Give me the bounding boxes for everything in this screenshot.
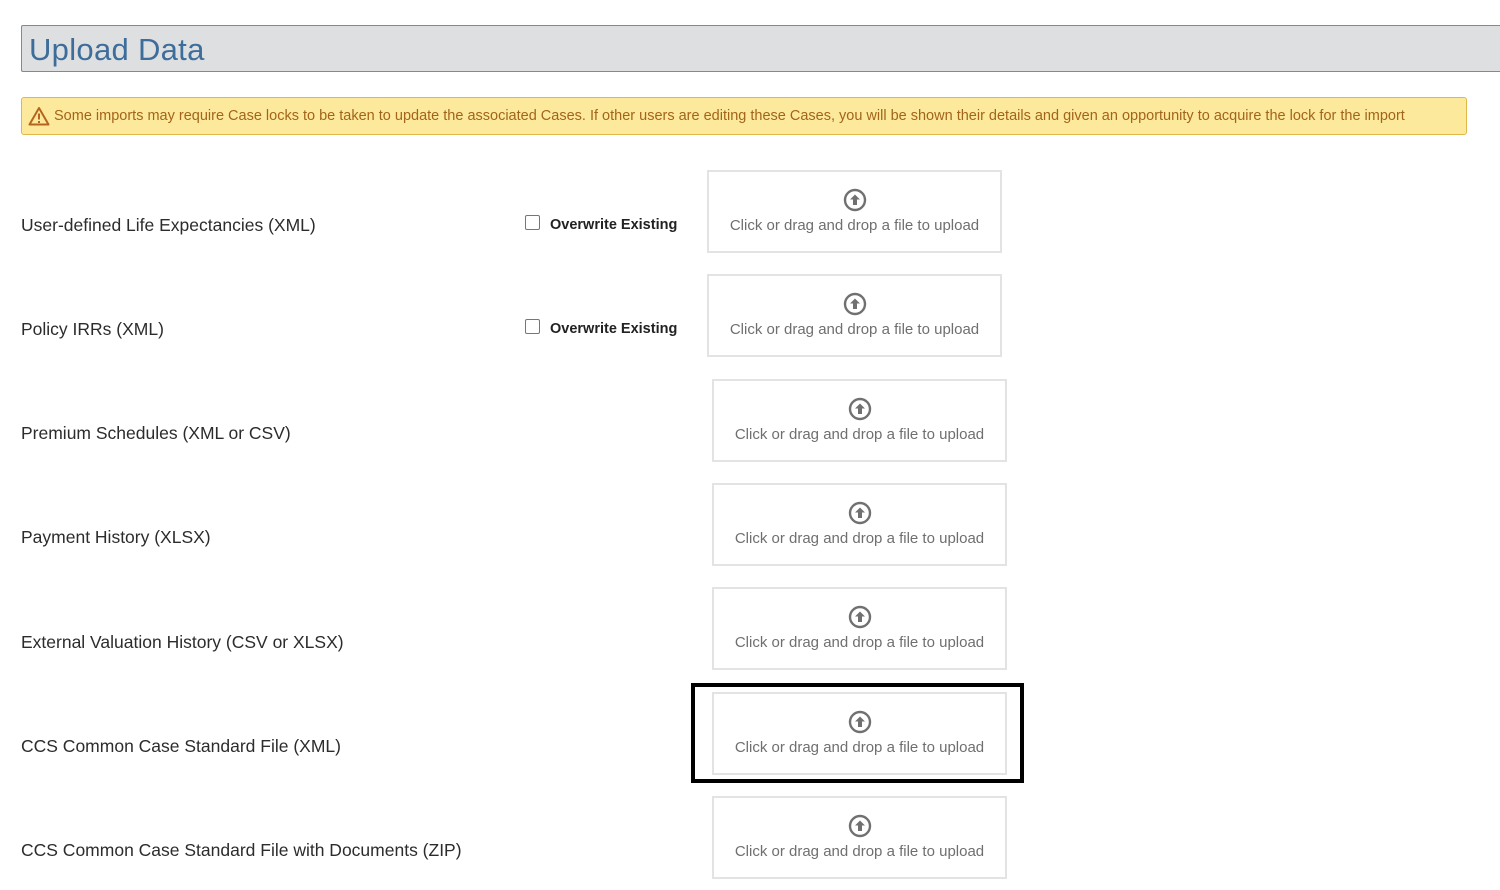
- dropzone-life-expectancies[interactable]: [707, 170, 1002, 253]
- dropzone-text: Click or drag and drop a file to upload: [734, 843, 985, 860]
- dropzone-policy-irrs[interactable]: [707, 274, 1002, 357]
- dropzone-premium-schedules[interactable]: [712, 379, 1007, 462]
- warning-icon: [28, 106, 50, 126]
- overwrite-checkbox[interactable]: [525, 319, 540, 334]
- dropzone-ccs-zip[interactable]: [712, 796, 1007, 879]
- dropzone-text: Click or drag and drop a file to upload: [734, 739, 985, 756]
- upload-arrow-icon: [848, 501, 872, 525]
- overwrite-checkbox-label[interactable]: Overwrite Existing: [550, 217, 678, 233]
- dropzone-payment-history[interactable]: [712, 483, 1007, 566]
- dropzone-text: Click or drag and drop a file to upload: [734, 426, 985, 443]
- row-label-ccs-xml: CCS Common Case Standard File (XML): [21, 736, 341, 756]
- row-label-policy-irrs: Policy IRRs (XML): [21, 319, 164, 339]
- dropzone-text: Click or drag and drop a file to upload: [734, 634, 985, 651]
- dropzone-external-valuation-history[interactable]: [712, 587, 1007, 670]
- page-title: Upload Data: [29, 32, 205, 67]
- upload-arrow-icon: [848, 710, 872, 734]
- warning-alert-text: Some imports may require Case locks to be taken to update the associated Cases. If other users are editing these Cases, you will be shown their details and given an opportunity to acquire the lock for the import: [54, 108, 1405, 124]
- row-label-external-valuation-history: External Valuation History (CSV or XLSX): [21, 632, 344, 652]
- dropzone-ccs-xml[interactable]: [712, 692, 1007, 775]
- warning-alert: [21, 97, 1467, 135]
- row-label-premium-schedules: Premium Schedules (XML or CSV): [21, 423, 291, 443]
- row-label-life-expectancies: User-defined Life Expectancies (XML): [21, 215, 316, 235]
- dropzone-text: Click or drag and drop a file to upload: [729, 321, 980, 338]
- upload-arrow-icon: [848, 814, 872, 838]
- overwrite-checkbox[interactable]: [525, 215, 540, 230]
- page-header: [21, 25, 1500, 72]
- dropzone-text: Click or drag and drop a file to upload: [729, 217, 980, 234]
- upload-arrow-icon: [843, 292, 867, 316]
- overwrite-checkbox-label[interactable]: Overwrite Existing: [550, 321, 678, 337]
- dropzone-text: Click or drag and drop a file to upload: [734, 530, 985, 547]
- upload-arrow-icon: [843, 188, 867, 212]
- row-label-ccs-zip: CCS Common Case Standard File with Documents (ZIP): [21, 840, 462, 860]
- upload-arrow-icon: [848, 605, 872, 629]
- upload-arrow-icon: [848, 397, 872, 421]
- row-label-payment-history: Payment History (XLSX): [21, 527, 211, 547]
